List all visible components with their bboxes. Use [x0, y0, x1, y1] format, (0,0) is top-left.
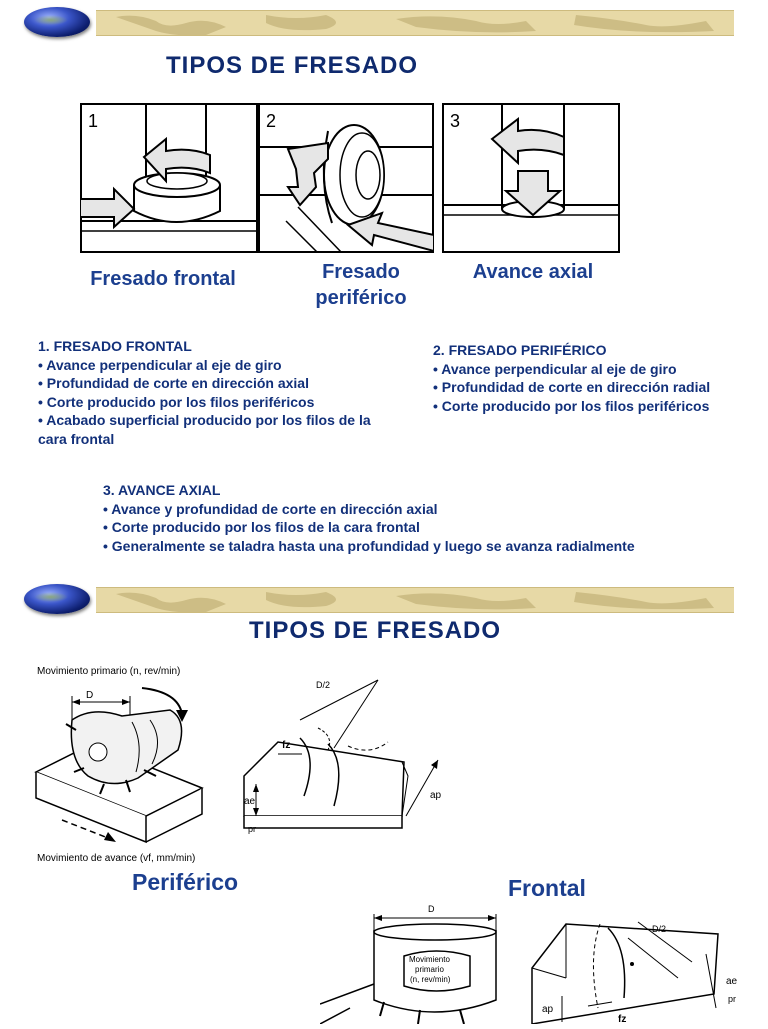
dim-ae: ae [726, 976, 738, 987]
dim-D: D [428, 904, 435, 914]
panel-1-number: 1 [88, 111, 99, 131]
dim-D: D [86, 690, 94, 701]
desc-periferico-heading: 2. FRESADO PERIFÉRICO [433, 342, 607, 358]
frontal-geometry-drawing [528, 918, 750, 1024]
milling-geometry-drawing [238, 676, 460, 852]
globe-icon [24, 584, 90, 614]
peripheral-milling-drawing [32, 680, 212, 848]
top-banner-slide2 [96, 587, 734, 613]
caption-fresado-frontal: Fresado frontal [90, 268, 236, 290]
dim-fz: fz [618, 1014, 627, 1024]
desc-frontal-item: • Avance perpendicular al eje de giro [38, 356, 282, 373]
desc-axial-item: • Generalmente se taladra hasta una profundidad y luego se avanza radialmente [103, 537, 635, 554]
caption-fresado-periferico [296, 259, 426, 311]
caption-periferico-line2: periférico [315, 287, 407, 309]
dim-pr: pr [248, 824, 257, 834]
top-banner [96, 10, 734, 36]
desc-frontal-item: • Acabado superficial producido por los filos de la cara frontal [38, 412, 371, 447]
desc-axial-heading: 3. AVANCE AXIAL [103, 482, 221, 498]
desc-axial [103, 481, 723, 555]
desc-periferico-item: • Corte producido por los filos periféricos [433, 397, 710, 414]
panel-3-number: 3 [450, 111, 461, 131]
frontal-motion-line1: Movimiento [409, 955, 450, 964]
label-frontal: Frontal [508, 875, 586, 901]
panel-1-frontal-illustration [80, 103, 258, 253]
desc-periferico-item: • Profundidad de corte en dirección radial [433, 379, 711, 395]
dim-fz: fz [282, 740, 291, 751]
frontal-milling-drawing [320, 900, 520, 1024]
panel-2-periferico-illustration [258, 103, 434, 253]
panel-3-axial-illustration [442, 103, 620, 253]
dim-pr: pr [728, 994, 737, 1004]
panel-2-number: 2 [266, 111, 277, 131]
desc-axial-item: • Corte producido por los filos de la cara frontal [103, 519, 420, 535]
dim-ae: ae [244, 796, 256, 807]
frontal-motion-line3: (n, rev/min) [410, 975, 451, 984]
caption-periferico-line1: Fresado [322, 261, 400, 283]
desc-periferico [433, 341, 753, 415]
dim-D-over-2: D/2 [316, 680, 331, 690]
desc-frontal-item: • Profundidad de corte en dirección axial [38, 375, 309, 391]
frontal-motion-line2: primario [415, 965, 444, 974]
dim-ap: ap [542, 1004, 554, 1015]
desc-axial-item: • Avance y profundidad de corte en dirección axial [103, 500, 438, 517]
label-periferico: Periférico [132, 869, 239, 895]
desc-frontal [38, 337, 388, 448]
label-primary-motion: Movimiento primario (n, rev/min) [37, 666, 181, 677]
slide2-title: TIPOS DE FRESADO [249, 617, 502, 644]
desc-frontal-heading: 1. FRESADO FRONTAL [38, 338, 192, 354]
caption-avance-axial: Avance axial [472, 261, 594, 283]
dim-D-over-2: D/2 [652, 924, 667, 934]
dim-ap: ap [430, 790, 442, 801]
label-feed-motion: Movimiento de avance (vf, mm/min) [37, 853, 196, 864]
globe-icon [24, 7, 90, 37]
desc-frontal-item: • Corte producido por los filos periféricos [38, 393, 315, 410]
slide1-title: TIPOS DE FRESADO [166, 52, 419, 79]
desc-periferico-item: • Avance perpendicular al eje de giro [433, 360, 677, 377]
